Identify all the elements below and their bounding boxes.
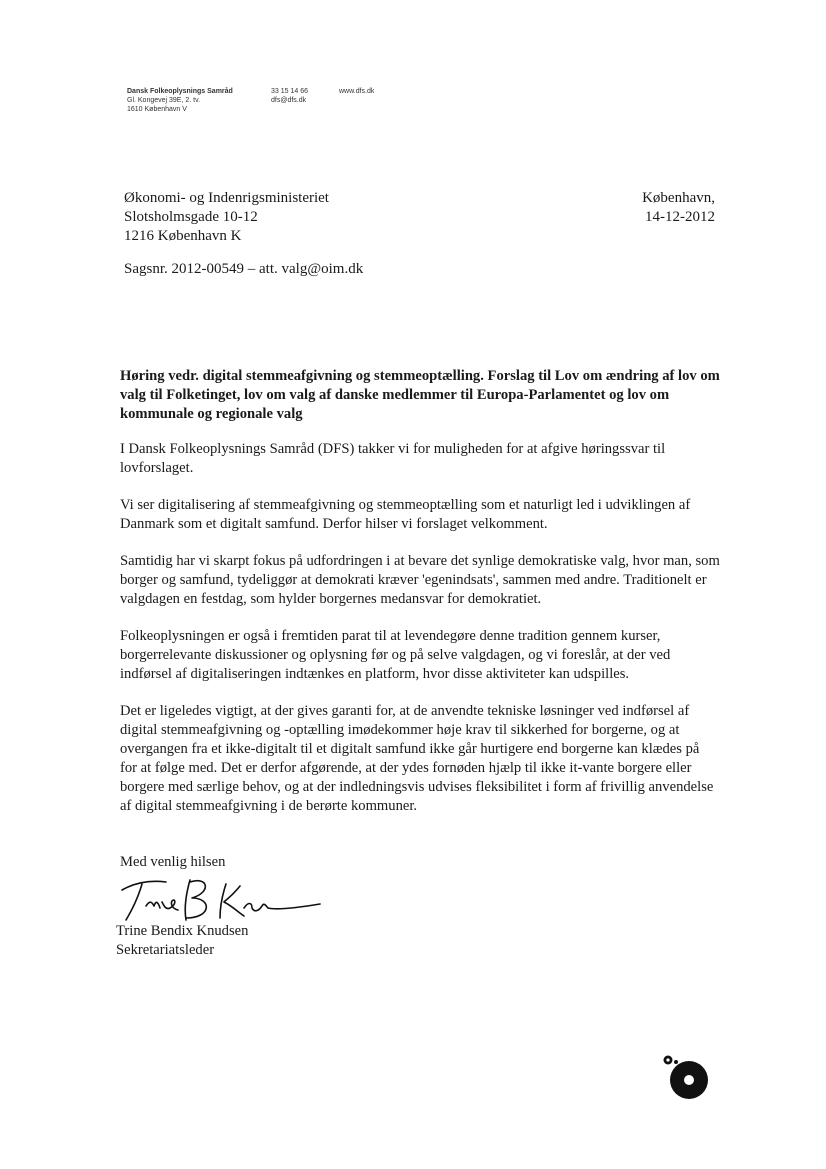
paragraph: I Dansk Folkeoplysnings Samråd (DFS) takker vi for muligheden for at afgive høringssvar til lovforslaget. [120, 441, 666, 476]
recipient-line-2: Slotsholmsgade 10-12 [124, 209, 258, 225]
letter-body [120, 440, 720, 834]
signer-name: Trine Bendix Knudsen [116, 923, 249, 939]
letterhead-contact [271, 87, 308, 105]
closing: Med venlig hilsen [120, 854, 226, 870]
case-reference: Sagsnr. 2012-00549 – att. valg@oim.dk [124, 261, 364, 277]
letterhead-address [127, 87, 233, 114]
recipient-line-3: 1216 København K [124, 228, 242, 244]
signer-title: Sekretariatsleder [116, 942, 215, 958]
paragraph: Samtidig har vi skarpt fokus på udfordringen i at bevare det synlige demokratiske valg, hvor man, som borger og samfund, tydeliggør at demokrati kræver 'egenindsats', sammen med andre. Traditionelt er valgdagen en festdag, som hylder borgernes medansvar for demokratiet. [120, 553, 720, 607]
place-date [642, 189, 715, 227]
recipient-line-1: Økonomi- og Indenrigsministeriet [124, 190, 329, 206]
paragraph: Folkeoplysningen er også i fremtiden parat til at levendegøre denne tradition gennem kurser, borgerrelevante diskussioner og oplysning før og på selve valgdagen, og vi foreslår, at der ved indførsel af digitaliseringen indtænkes en platform, hvor disse aktiviteter kan udspilles. [120, 628, 671, 682]
org-street: Gl. Kongevej 39E, 2. tv. [127, 97, 201, 104]
org-name: Dansk Folkeoplysnings Samråd [127, 88, 233, 95]
letter-subject: Høring vedr. digital stemmeafgivning og stemmeoptælling. Forslag til Lov om ændring af lov om valg til Folketinget, lov om valg af danske medlemmer til Europa-Parlamentet og lov om kommunale og regionale valg [120, 368, 720, 422]
org-website: www.dfs.dk [339, 88, 375, 95]
letterhead-website [339, 87, 374, 96]
handwritten-signature [116, 872, 326, 926]
signer-block [116, 922, 248, 960]
dfs-logo-icon [660, 1052, 710, 1102]
recipient-address [124, 189, 329, 246]
org-email: dfs@dfs.dk [271, 97, 307, 104]
place: København, [642, 190, 715, 206]
org-city: 1610 København V [127, 106, 187, 113]
paragraph: Vi ser digitalisering af stemmeafgivning og stemmeoptælling som et naturligt led i udviklingen af Danmark som et digitalt samfund. Derfor hilser vi forslaget velkomment. [120, 497, 691, 532]
date: 14-12-2012 [645, 209, 715, 225]
paragraph: Det er ligeledes vigtigt, at der gives garanti for, at de anvendte tekniske løsninger ved indførsel af digital stemmeafgivning og -optælling imødekommer høje krav til sikkerhed for borgerne, og at overgangen fra et ikke-digitalt til et digitalt samfund ikke går hurtigere end borgerne kan klædes på for at følge med. Det er derfor afgørende, at der ydes fornøden hjælp til ikke it-vante borgere eller borgere med særlige behov, og at der indledningsvis udvises fleksibilitet i form af frivillig anvendelse af digital stemmeafgivning i de berørte kommuner. [120, 703, 714, 814]
org-phone: 33 15 14 66 [271, 88, 308, 95]
